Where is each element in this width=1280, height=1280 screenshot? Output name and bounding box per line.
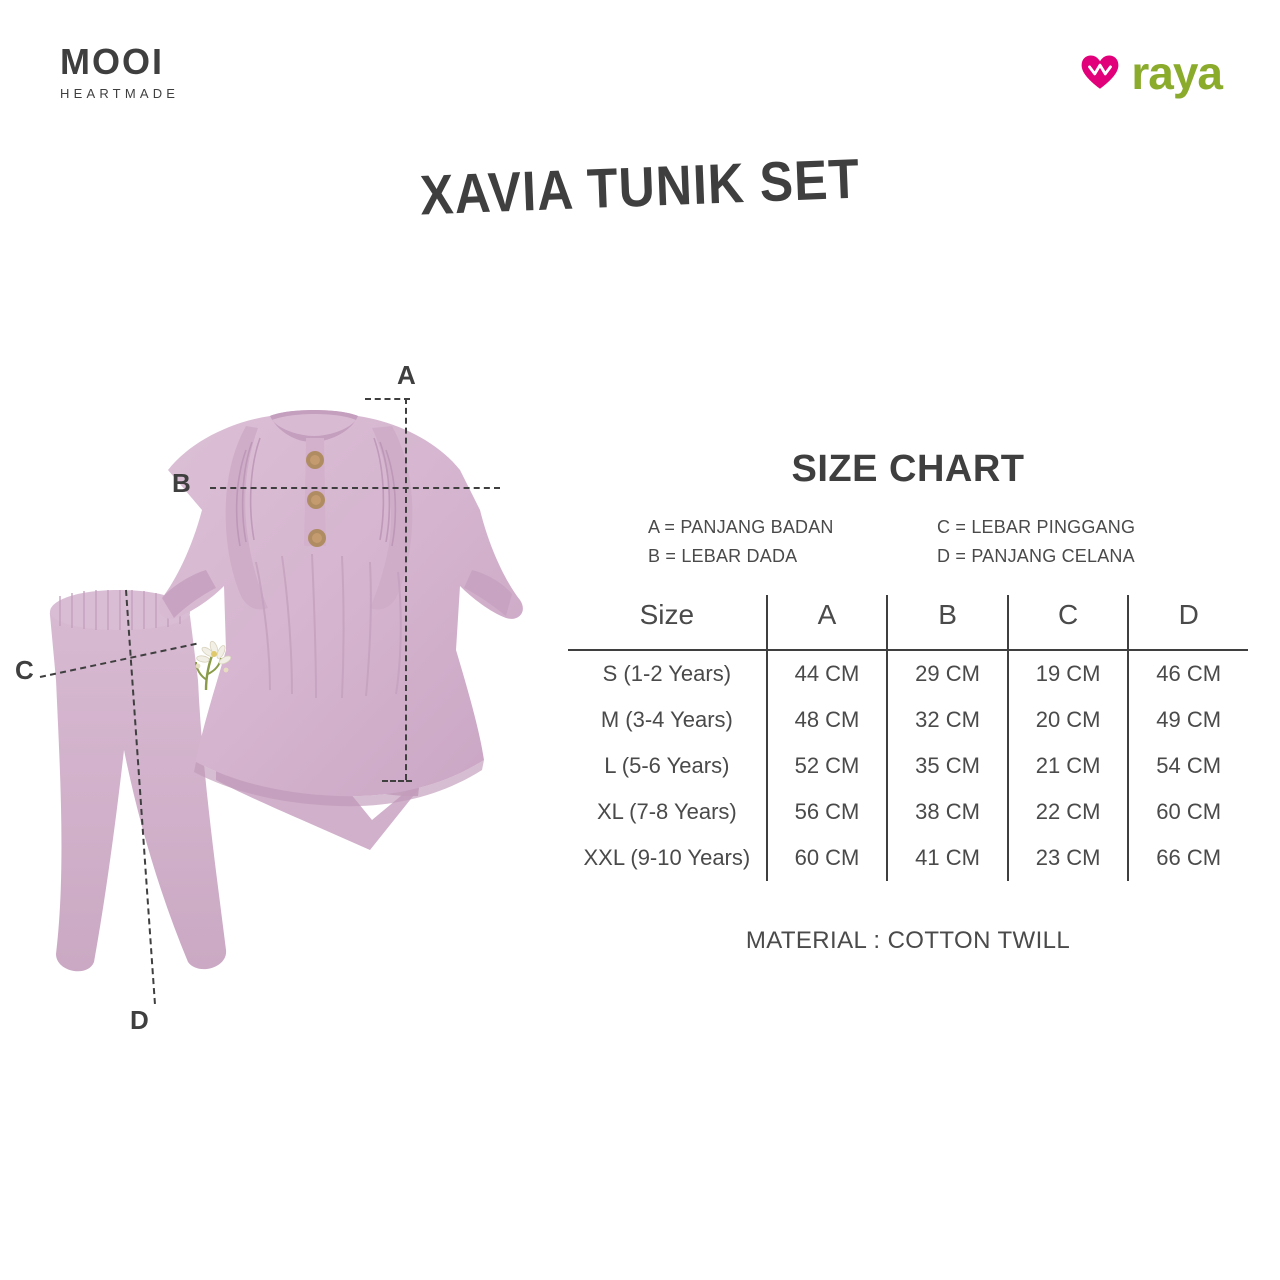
cell-size: XXL (9-10 Years)	[583, 845, 751, 870]
legend-item-b: B = LEBAR DADA	[648, 546, 798, 566]
legend-column-right	[937, 517, 1226, 575]
cell-b: 41 CM	[887, 835, 1008, 881]
brand-logo	[60, 41, 180, 101]
brand-tagline: HEARTMADE	[60, 86, 180, 101]
garment-image	[20, 350, 620, 1070]
cell-a: 56 CM	[767, 789, 888, 835]
table-row	[568, 835, 1248, 881]
cell-a: 60 CM	[767, 835, 888, 881]
table-row	[568, 743, 1248, 789]
column-header-d: D	[1128, 595, 1248, 650]
size-chart-heading: SIZE CHART	[791, 448, 1025, 490]
table-row	[568, 650, 1248, 697]
cell-b: 32 CM	[887, 697, 1008, 743]
cell-a: 52 CM	[767, 743, 888, 789]
cell-b: 35 CM	[887, 743, 1008, 789]
cell-c: 21 CM	[1008, 743, 1129, 789]
guide-line-a-bottom	[382, 780, 412, 782]
table-row	[568, 789, 1248, 835]
table-header-row	[568, 595, 1248, 650]
cell-d: 60 CM	[1128, 789, 1248, 835]
cell-c: 22 CM	[1008, 789, 1129, 835]
cell-c: 23 CM	[1008, 835, 1129, 881]
legend-column-left	[648, 517, 937, 575]
cell-size: XL (7-8 Years)	[596, 799, 737, 824]
size-table-head	[568, 595, 1248, 650]
column-header-c: C	[1008, 595, 1129, 650]
column-header-b: B	[887, 595, 1008, 650]
marker-label-c: C	[15, 655, 34, 685]
page-title-text: XAVIA TUNIK SET	[418, 147, 862, 227]
cell-d: 66 CM	[1128, 835, 1248, 881]
marker-label-a: A	[397, 360, 416, 390]
cell-b: 38 CM	[887, 789, 1008, 835]
cell-size: S (1-2 Years)	[602, 661, 732, 686]
cell-a: 48 CM	[767, 697, 888, 743]
cell-d: 54 CM	[1128, 743, 1248, 789]
table-row	[568, 697, 1248, 743]
partner-logo	[1079, 47, 1222, 99]
cell-b: 29 CM	[887, 650, 1008, 697]
page-title	[0, 147, 1280, 227]
cell-c: 19 CM	[1008, 650, 1129, 697]
column-header-size: Size	[639, 599, 695, 630]
brand-name: MOOI	[60, 41, 164, 82]
material-note: MATERIAL : COTTON TWILL	[745, 927, 1071, 954]
legend-item-d: D = PANJANG CELANA	[937, 546, 1135, 566]
guide-line-b	[210, 487, 500, 489]
guide-line-a-vertical	[405, 398, 407, 780]
size-chart-panel	[568, 448, 1248, 955]
page-header	[0, 41, 1280, 124]
cell-c: 20 CM	[1008, 697, 1129, 743]
measurement-legend	[568, 517, 1248, 575]
guide-line-a-top	[365, 398, 410, 400]
marker-label-b: B	[172, 468, 191, 498]
column-header-a: A	[767, 595, 888, 650]
legend-item-a: A = PANJANG BADAN	[648, 517, 834, 537]
heart-icon	[1079, 52, 1121, 94]
cell-size: M (3-4 Years)	[600, 707, 733, 732]
partner-name: raya	[1131, 47, 1222, 99]
size-table	[568, 595, 1248, 881]
product-illustration	[15, 350, 620, 1070]
legend-item-c: C = LEBAR PINGGANG	[937, 517, 1136, 537]
cell-a: 44 CM	[767, 650, 888, 697]
cell-d: 46 CM	[1128, 650, 1248, 697]
cell-size: L (5-6 Years)	[604, 753, 730, 778]
size-table-body	[568, 650, 1248, 881]
marker-label-d: D	[130, 1005, 149, 1035]
cell-d: 49 CM	[1128, 697, 1248, 743]
